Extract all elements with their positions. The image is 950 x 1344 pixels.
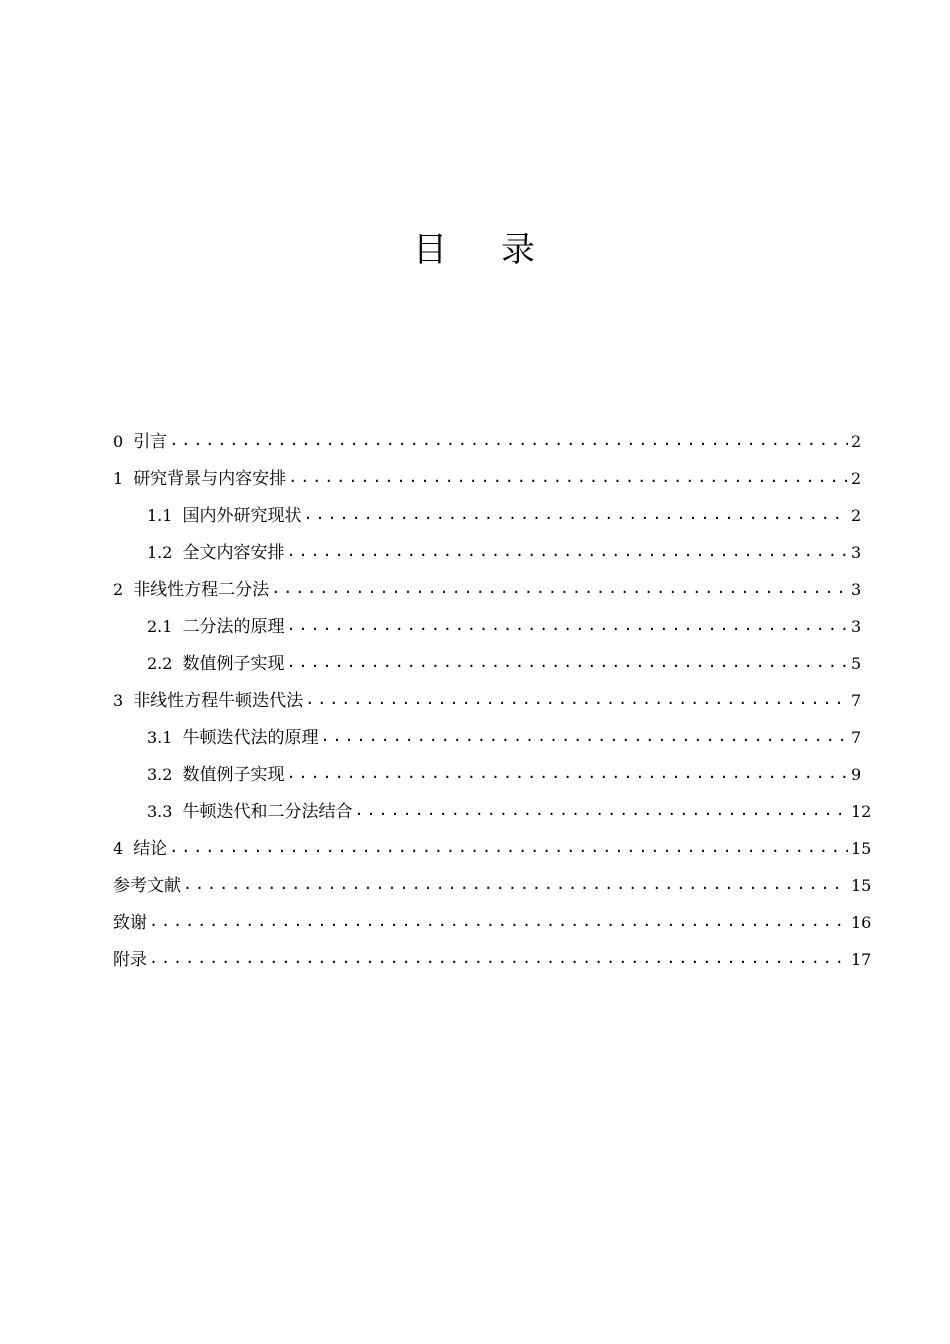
toc-entry-section-2-2[interactable] [113, 645, 861, 682]
toc-entry-page: 17 [851, 950, 872, 969]
page-title-char-1: 目 [413, 230, 449, 270]
toc-dot-leader [149, 903, 848, 940]
toc-entry-number: 2.2 [147, 654, 173, 673]
toc-entry-page: 16 [851, 913, 872, 932]
toc-entry-title: 二分法的原理 [182, 617, 285, 637]
toc-dot-leader [286, 533, 848, 570]
toc-entry-title: 非线性方程二分法 [133, 580, 270, 600]
toc-entry-number: 3.2 [147, 765, 173, 784]
toc-entry-section-4[interactable] [113, 830, 872, 867]
toc-entry-number: 2 [113, 580, 124, 599]
toc-dot-leader [271, 570, 848, 607]
toc-dot-leader [169, 422, 848, 459]
toc-entry-number: 4 [113, 839, 124, 858]
toc-entry-page: 12 [851, 802, 872, 821]
toc-dot-leader [305, 681, 848, 718]
toc-dot-leader [354, 792, 848, 829]
page-title-char-2: 录 [501, 230, 537, 270]
toc-entry-number: 1.2 [147, 543, 173, 562]
toc-entry-page: 9 [851, 765, 862, 784]
toc-entry-page: 7 [851, 691, 862, 710]
toc-dot-leader [286, 644, 848, 681]
toc-entry-acknowledgements[interactable] [113, 904, 872, 941]
toc-dot-leader [149, 940, 848, 977]
toc-entry-title: 数值例子实现 [182, 654, 285, 674]
toc-entry-section-2[interactable] [113, 571, 861, 608]
toc-entry-page: 7 [851, 728, 862, 747]
toc-entry-page: 3 [851, 617, 862, 636]
toc-entry-number: 2.1 [147, 617, 173, 636]
toc-entry-number: 1.1 [147, 506, 173, 525]
toc-entry-title: 数值例子实现 [182, 765, 285, 785]
toc-entry-number: 3 [113, 691, 124, 710]
toc-entry-page: 2 [851, 506, 862, 525]
toc-entry-number: 0 [113, 432, 124, 451]
toc-entry-page: 15 [851, 839, 872, 858]
toc-entry-number: 1 [113, 469, 124, 488]
toc-dot-leader [286, 755, 848, 792]
toc-entry-section-1[interactable] [113, 460, 861, 497]
toc-entry-title: 牛顿迭代和二分法结合 [182, 802, 353, 822]
toc-entry-page: 15 [851, 876, 872, 895]
toc-entry-appendix[interactable] [113, 941, 872, 978]
toc-entry-page: 5 [851, 654, 862, 673]
toc-dot-leader [288, 459, 848, 496]
toc-entry-title: 引言 [133, 432, 168, 452]
toc-entry-page: 3 [851, 543, 862, 562]
toc-entry-title: 非线性方程牛顿迭代法 [133, 691, 304, 711]
toc-entry-title: 牛顿迭代法的原理 [182, 728, 319, 748]
toc-entry-section-1-1[interactable] [113, 497, 861, 534]
toc-entry-section-3-1[interactable] [113, 719, 861, 756]
toc-entry-page: 2 [851, 432, 862, 451]
toc-entry-section-2-1[interactable] [113, 608, 861, 645]
table-of-contents [113, 423, 872, 978]
toc-entry-number: 3.3 [147, 802, 173, 821]
toc-entry-section-3-2[interactable] [113, 756, 861, 793]
toc-entry-title: 附录 [113, 950, 147, 970]
toc-entry-section-1-2[interactable] [113, 534, 861, 571]
toc-entry-title: 结论 [133, 839, 168, 859]
toc-dot-leader [320, 718, 848, 755]
toc-entry-references[interactable] [113, 867, 872, 904]
toc-entry-number: 3.1 [147, 728, 173, 747]
toc-entry-page: 2 [851, 469, 862, 488]
toc-dot-leader [303, 496, 848, 533]
toc-entry-section-3[interactable] [113, 682, 861, 719]
toc-entry-title: 研究背景与内容安排 [133, 469, 287, 489]
toc-dot-leader [169, 829, 848, 866]
page-title [0, 226, 950, 274]
toc-entry-title: 参考文献 [113, 876, 181, 896]
toc-dot-leader [183, 866, 848, 903]
toc-entry-title: 国内外研究现状 [182, 506, 302, 526]
toc-entry-title: 全文内容安排 [182, 543, 285, 563]
toc-dot-leader [286, 607, 848, 644]
toc-entry-section-3-3[interactable] [113, 793, 872, 830]
toc-entry-page: 3 [851, 580, 862, 599]
toc-entry-title: 致谢 [113, 913, 147, 933]
toc-entry-introduction[interactable] [113, 423, 861, 460]
